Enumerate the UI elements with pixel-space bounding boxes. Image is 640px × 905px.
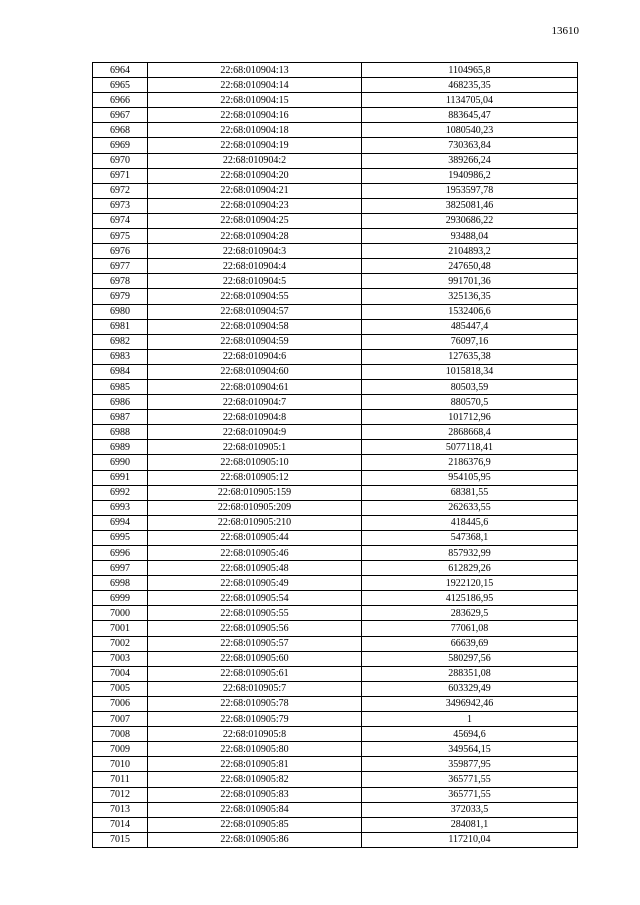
table-row	[93, 395, 578, 410]
table-row	[93, 636, 578, 651]
cadastral-number-cell: 22:68:010904:57	[148, 304, 362, 319]
cadastral-number-cell: 22:68:010904:7	[148, 395, 362, 410]
cadastral-number-cell: 22:68:010905:44	[148, 530, 362, 545]
table-row	[93, 123, 578, 138]
table-row	[93, 606, 578, 621]
value-cell: 284081,1	[362, 817, 578, 832]
value-cell: 77061,08	[362, 621, 578, 636]
cadastral-number-cell: 22:68:010905:78	[148, 696, 362, 711]
table-row	[93, 485, 578, 500]
row-number-cell: 7014	[93, 817, 148, 832]
table-row	[93, 696, 578, 711]
row-number-cell: 6967	[93, 108, 148, 123]
row-number-cell: 6987	[93, 410, 148, 425]
cadastral-number-cell: 22:68:010904:9	[148, 425, 362, 440]
row-number-cell: 6993	[93, 500, 148, 515]
row-number-cell: 7011	[93, 772, 148, 787]
table-row	[93, 78, 578, 93]
cadastral-number-cell: 22:68:010904:6	[148, 349, 362, 364]
value-cell: 262633,55	[362, 500, 578, 515]
table-row	[93, 183, 578, 198]
table-row	[93, 138, 578, 153]
cadastral-number-cell: 22:68:010904:59	[148, 334, 362, 349]
cadastral-number-cell: 22:68:010904:23	[148, 198, 362, 213]
value-cell: 372033,5	[362, 802, 578, 817]
value-cell: 101712,96	[362, 410, 578, 425]
cadastral-number-cell: 22:68:010904:15	[148, 93, 362, 108]
row-number-cell: 7009	[93, 742, 148, 757]
value-cell: 68381,55	[362, 485, 578, 500]
table-row	[93, 561, 578, 576]
table-body	[93, 63, 578, 848]
row-number-cell: 7008	[93, 727, 148, 742]
table-row	[93, 515, 578, 530]
row-number-cell: 7006	[93, 696, 148, 711]
value-cell: 365771,55	[362, 787, 578, 802]
table-row	[93, 259, 578, 274]
value-cell: 80503,59	[362, 379, 578, 394]
row-number-cell: 6976	[93, 244, 148, 259]
cadastral-number-cell: 22:68:010904:16	[148, 108, 362, 123]
value-cell: 66639,69	[362, 636, 578, 651]
table-row	[93, 319, 578, 334]
cadastral-number-cell: 22:68:010904:61	[148, 379, 362, 394]
row-number-cell: 6977	[93, 259, 148, 274]
cadastral-number-cell: 22:68:010904:18	[148, 123, 362, 138]
value-cell: 365771,55	[362, 772, 578, 787]
table-row	[93, 742, 578, 757]
cadastral-number-cell: 22:68:010905:83	[148, 787, 362, 802]
row-number-cell: 6991	[93, 470, 148, 485]
table-row	[93, 681, 578, 696]
table-row	[93, 349, 578, 364]
row-number-cell: 6989	[93, 440, 148, 455]
value-cell: 468235,35	[362, 78, 578, 93]
cadastral-number-cell: 22:68:010904:60	[148, 364, 362, 379]
value-cell: 93488,04	[362, 229, 578, 244]
cadastral-number-cell: 22:68:010905:10	[148, 455, 362, 470]
row-number-cell: 6988	[93, 425, 148, 440]
value-cell: 2930686,22	[362, 213, 578, 228]
value-cell: 3825081,46	[362, 198, 578, 213]
cadastral-number-cell: 22:68:010905:85	[148, 817, 362, 832]
cadastral-number-cell: 22:68:010904:3	[148, 244, 362, 259]
value-cell: 1532406,6	[362, 304, 578, 319]
table-row	[93, 274, 578, 289]
row-number-cell: 6983	[93, 349, 148, 364]
cadastral-number-cell: 22:68:010905:79	[148, 712, 362, 727]
table-row	[93, 334, 578, 349]
cadastral-number-cell: 22:68:010905:81	[148, 757, 362, 772]
cadastral-number-cell: 22:68:010905:86	[148, 832, 362, 847]
value-cell: 247650,48	[362, 259, 578, 274]
cadastral-number-cell: 22:68:010904:58	[148, 319, 362, 334]
table-row	[93, 772, 578, 787]
table-row	[93, 364, 578, 379]
cadastral-number-cell: 22:68:010904:20	[148, 168, 362, 183]
table-row	[93, 802, 578, 817]
row-number-cell: 6965	[93, 78, 148, 93]
row-number-cell: 7015	[93, 832, 148, 847]
row-number-cell: 6980	[93, 304, 148, 319]
cadastral-number-cell: 22:68:010905:46	[148, 546, 362, 561]
cadastral-number-cell: 22:68:010905:61	[148, 666, 362, 681]
cadastral-number-cell: 22:68:010905:159	[148, 485, 362, 500]
cadastral-number-cell: 22:68:010905:49	[148, 576, 362, 591]
value-cell: 1940986,2	[362, 168, 578, 183]
cadastral-number-cell: 22:68:010905:80	[148, 742, 362, 757]
value-cell: 883645,47	[362, 108, 578, 123]
row-number-cell: 6997	[93, 561, 148, 576]
table-row	[93, 530, 578, 545]
table-row	[93, 410, 578, 425]
row-number-cell: 7000	[93, 606, 148, 621]
cadastral-number-cell: 22:68:010905:54	[148, 591, 362, 606]
row-number-cell: 7010	[93, 757, 148, 772]
table-row	[93, 727, 578, 742]
row-number-cell: 6971	[93, 168, 148, 183]
value-cell: 389266,24	[362, 153, 578, 168]
value-cell: 2104893,2	[362, 244, 578, 259]
table-row	[93, 229, 578, 244]
value-cell: 5077118,41	[362, 440, 578, 455]
row-number-cell: 7005	[93, 681, 148, 696]
row-number-cell: 6990	[93, 455, 148, 470]
value-cell: 325136,35	[362, 289, 578, 304]
table-row	[93, 651, 578, 666]
table-row	[93, 213, 578, 228]
row-number-cell: 6972	[93, 183, 148, 198]
row-number-cell: 6964	[93, 63, 148, 78]
page-number: 13610	[551, 25, 579, 37]
value-cell: 127635,38	[362, 349, 578, 364]
value-cell: 1080540,23	[362, 123, 578, 138]
value-cell: 954105,95	[362, 470, 578, 485]
row-number-cell: 6999	[93, 591, 148, 606]
value-cell: 580297,56	[362, 651, 578, 666]
cadastral-number-cell: 22:68:010905:12	[148, 470, 362, 485]
row-number-cell: 7002	[93, 636, 148, 651]
value-cell: 991701,36	[362, 274, 578, 289]
table-row	[93, 379, 578, 394]
row-number-cell: 6985	[93, 379, 148, 394]
cadastral-number-cell: 22:68:010905:7	[148, 681, 362, 696]
value-cell: 2186376,9	[362, 455, 578, 470]
cadastral-number-cell: 22:68:010905:209	[148, 500, 362, 515]
row-number-cell: 7012	[93, 787, 148, 802]
value-cell: 857932,99	[362, 546, 578, 561]
table-row	[93, 425, 578, 440]
table-row	[93, 198, 578, 213]
cadastral-number-cell: 22:68:010904:4	[148, 259, 362, 274]
table-row	[93, 817, 578, 832]
table-row	[93, 244, 578, 259]
row-number-cell: 7003	[93, 651, 148, 666]
value-cell: 283629,5	[362, 606, 578, 621]
value-cell: 603329,49	[362, 681, 578, 696]
cadastral-number-cell: 22:68:010905:48	[148, 561, 362, 576]
cadastral-number-cell: 22:68:010904:13	[148, 63, 362, 78]
row-number-cell: 6969	[93, 138, 148, 153]
row-number-cell: 6978	[93, 274, 148, 289]
value-cell: 612829,26	[362, 561, 578, 576]
row-number-cell: 6979	[93, 289, 148, 304]
cadastral-number-cell: 22:68:010905:56	[148, 621, 362, 636]
row-number-cell: 6986	[93, 395, 148, 410]
cadastral-number-cell: 22:68:010905:60	[148, 651, 362, 666]
row-number-cell: 7013	[93, 802, 148, 817]
cadastral-number-cell: 22:68:010904:5	[148, 274, 362, 289]
value-cell: 880570,5	[362, 395, 578, 410]
table-row	[93, 666, 578, 681]
table-row	[93, 546, 578, 561]
row-number-cell: 6968	[93, 123, 148, 138]
cadastral-number-cell: 22:68:010904:19	[148, 138, 362, 153]
value-cell: 4125186,95	[362, 591, 578, 606]
table-row	[93, 787, 578, 802]
row-number-cell: 6970	[93, 153, 148, 168]
cadastral-number-cell: 22:68:010904:25	[148, 213, 362, 228]
value-cell: 288351,08	[362, 666, 578, 681]
row-number-cell: 6981	[93, 319, 148, 334]
table-row	[93, 93, 578, 108]
cadastral-number-cell: 22:68:010905:210	[148, 515, 362, 530]
cadastral-number-cell: 22:68:010905:82	[148, 772, 362, 787]
table-row	[93, 289, 578, 304]
table-row	[93, 712, 578, 727]
value-cell: 45694,6	[362, 727, 578, 742]
table-row	[93, 591, 578, 606]
table-row	[93, 576, 578, 591]
value-cell: 1134705,04	[362, 93, 578, 108]
row-number-cell: 6975	[93, 229, 148, 244]
value-cell: 76097,16	[362, 334, 578, 349]
row-number-cell: 6982	[93, 334, 148, 349]
row-number-cell: 6966	[93, 93, 148, 108]
data-table	[92, 62, 578, 848]
row-number-cell: 6992	[93, 485, 148, 500]
row-number-cell: 7004	[93, 666, 148, 681]
value-cell: 1104965,8	[362, 63, 578, 78]
table-row	[93, 304, 578, 319]
row-number-cell: 6994	[93, 515, 148, 530]
value-cell: 3496942,46	[362, 696, 578, 711]
cadastral-number-cell: 22:68:010904:2	[148, 153, 362, 168]
cadastral-number-cell: 22:68:010905:57	[148, 636, 362, 651]
table-row	[93, 63, 578, 78]
row-number-cell: 6995	[93, 530, 148, 545]
value-cell: 1	[362, 712, 578, 727]
table-row	[93, 108, 578, 123]
cadastral-number-cell: 22:68:010904:21	[148, 183, 362, 198]
table-row	[93, 832, 578, 847]
row-number-cell: 6984	[93, 364, 148, 379]
value-cell: 730363,84	[362, 138, 578, 153]
cadastral-number-cell: 22:68:010904:28	[148, 229, 362, 244]
table-row	[93, 621, 578, 636]
row-number-cell: 7007	[93, 712, 148, 727]
cadastral-number-cell: 22:68:010904:55	[148, 289, 362, 304]
row-number-cell: 6974	[93, 213, 148, 228]
cadastral-number-cell: 22:68:010905:8	[148, 727, 362, 742]
value-cell: 485447,4	[362, 319, 578, 334]
value-cell: 1953597,78	[362, 183, 578, 198]
cadastral-number-cell: 22:68:010905:55	[148, 606, 362, 621]
value-cell: 1015818,34	[362, 364, 578, 379]
table-row	[93, 153, 578, 168]
table-row	[93, 440, 578, 455]
row-number-cell: 6973	[93, 198, 148, 213]
value-cell: 1922120,15	[362, 576, 578, 591]
table-row	[93, 455, 578, 470]
value-cell: 2868668,4	[362, 425, 578, 440]
table-row	[93, 500, 578, 515]
cadastral-number-cell: 22:68:010904:8	[148, 410, 362, 425]
row-number-cell: 6996	[93, 546, 148, 561]
table-row	[93, 757, 578, 772]
cadastral-number-cell: 22:68:010905:1	[148, 440, 362, 455]
cadastral-number-cell: 22:68:010905:84	[148, 802, 362, 817]
value-cell: 349564,15	[362, 742, 578, 757]
value-cell: 117210,04	[362, 832, 578, 847]
row-number-cell: 7001	[93, 621, 148, 636]
cadastral-number-cell: 22:68:010904:14	[148, 78, 362, 93]
table-row	[93, 470, 578, 485]
value-cell: 418445,6	[362, 515, 578, 530]
value-cell: 547368,1	[362, 530, 578, 545]
table-row	[93, 168, 578, 183]
value-cell: 359877,95	[362, 757, 578, 772]
row-number-cell: 6998	[93, 576, 148, 591]
